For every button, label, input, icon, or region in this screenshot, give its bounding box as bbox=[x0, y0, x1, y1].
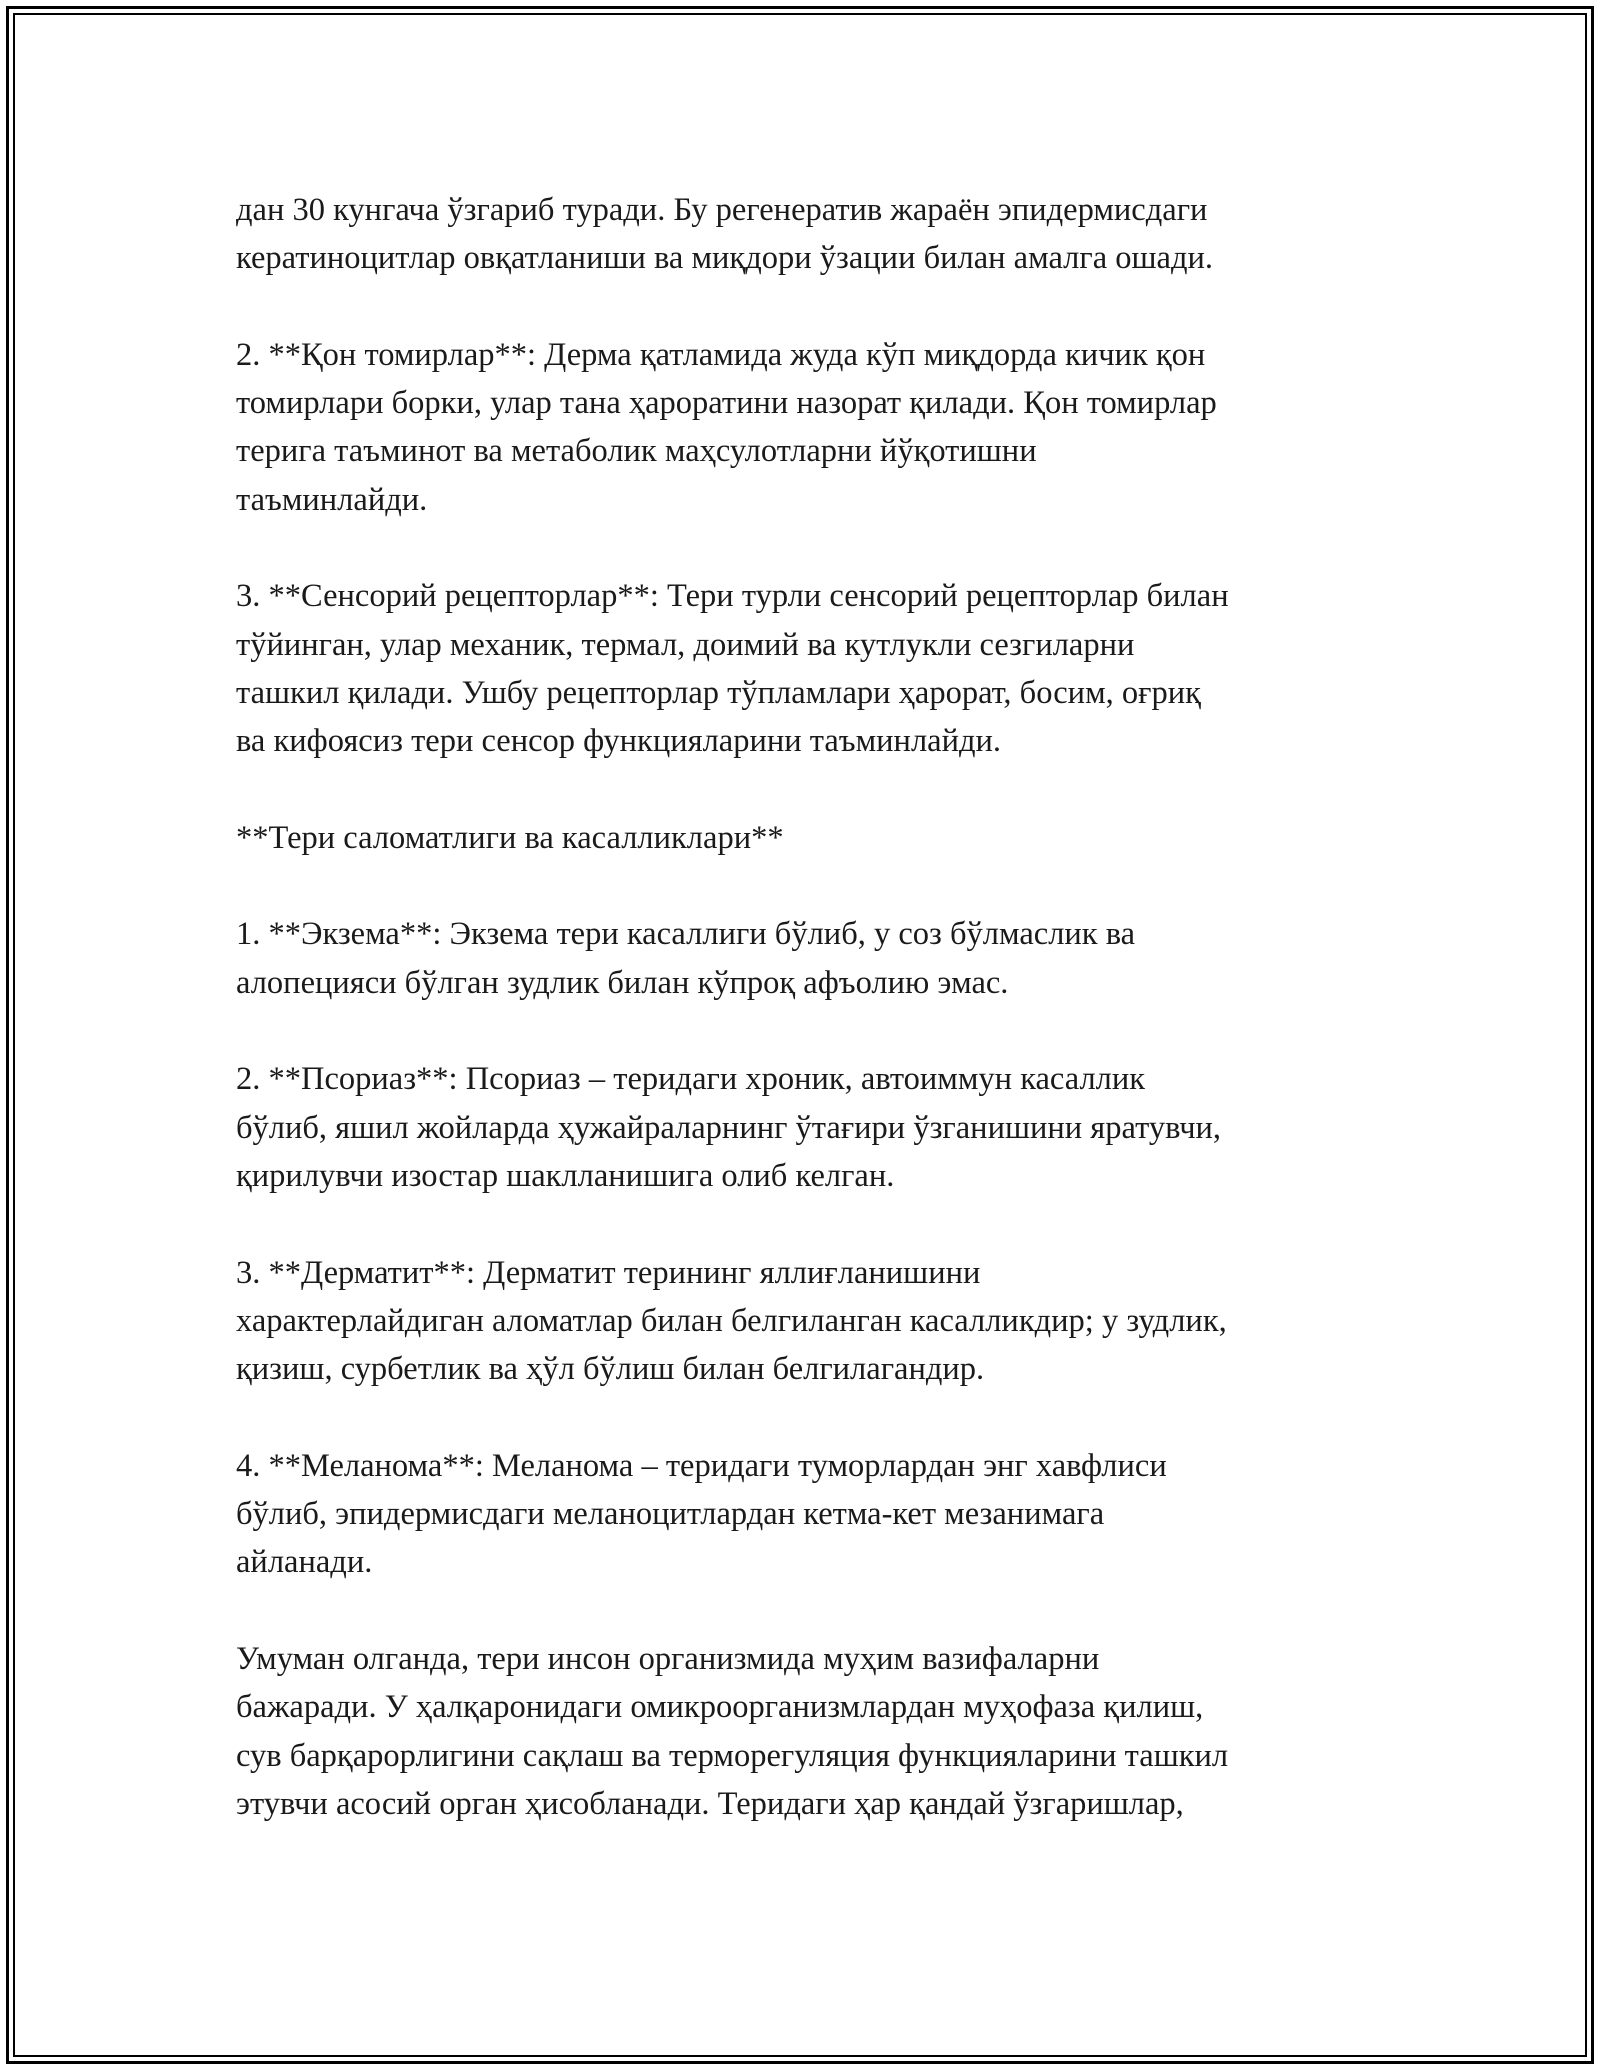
paragraph-blood-vessels: 2. **Қон томирлар**: Дерма қатламида жуда кўп миқдорда кичик қон томирлари борки, улар тана ҳароратини назорат қилади. Қон томирлар терига таъминот ва метаболик маҳсулотларни йўқотишни таъминлайди. bbox=[236, 336, 1217, 518]
paragraph-eczema: 1. **Экзема**: Экзема тери касаллиги бўлиб, у соз бўлмаслик ва алопецияси бўлган зудлик билан кўпроқ афъолию эмас. bbox=[236, 916, 1136, 1001]
paragraph-dermatitis: 3. **Дерматит**: Дерматит терининг яллиғланишини характерлайдиган аломатлар билан белгиланган касалликдир; у зудлик, қизиш, сурбетлик ва ҳўл бўлиш билан белгилагандир. bbox=[236, 1254, 1227, 1388]
paragraph-psoriasis: 2. **Псориаз**: Псориаз – теридаги хроник, автоиммун касаллик бўлиб, яшил жойларда ҳужайраларнинг ўтағири ўзганишини яратувчи, қирилувчи изостар шаклланишига олиб келган. bbox=[236, 1061, 1222, 1194]
paragraph-sensory-receptors: 3. **Сенсорий рецепторлар**: Тери турли сенсорий рецепторлар билан тўйинган, улар механик, термал, доимий ва кутлукли сезгиларни ташкил қилади. Ушбу рецепторлар тўпламлари ҳарорат, босим, оғриқ ва кифоясиз тери сенсор функцияларини таъминлайди. bbox=[236, 578, 1229, 760]
document-body bbox=[236, 186, 1376, 1828]
paragraph-conclusion: Умуман олганда, тери инсон организмида муҳим вазифаларни бажаради. У ҳалқаронидаги омикроорганизмлардан муҳофаза қилиш, сув барқарорлигини сақлаш ва терморегуляция функцияларини ташкил этувчи асосий орган ҳисобланади. Теридаги ҳар қандай ўзгаришлар, bbox=[236, 1640, 1229, 1822]
paragraph-regeneration: дан 30 кунгача ўзгариб туради. Бу регенератив жараён эпидермисдаги кератиноцитлар овқатланиши ва миқдори ўзации билан амалга ошади. bbox=[236, 192, 1214, 277]
paragraph-melanoma: 4. **Меланома**: Меланома – теридаги туморлардан энг хавфлиси бўлиб, эпидермисдаги меланоцитлардан кетма-кет мезанимага айланади. bbox=[236, 1447, 1167, 1581]
section-heading-skin-health: **Тери саломатлиги ва касалликлари** bbox=[236, 819, 784, 856]
